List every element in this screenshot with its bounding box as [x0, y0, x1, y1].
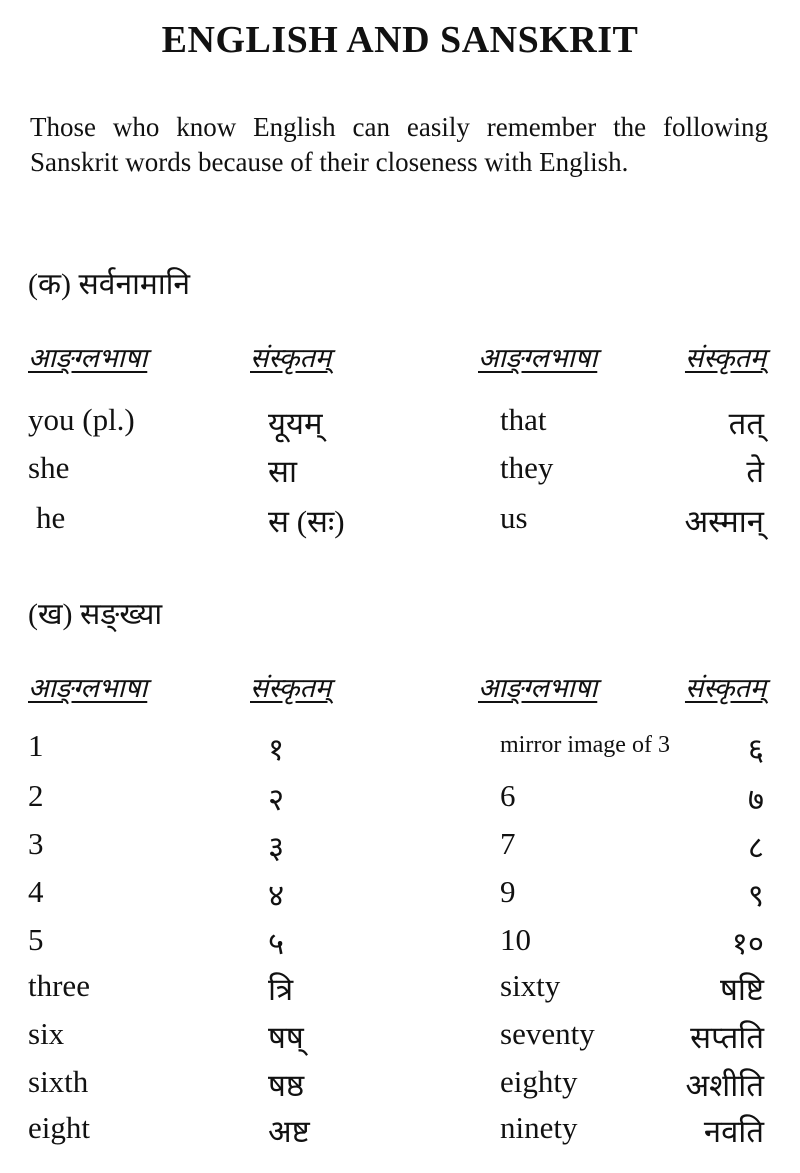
sanskrit-word: ७ — [747, 782, 764, 817]
english-word: sixty — [500, 968, 561, 1003]
table-row — [0, 1110, 800, 1158]
english-word: they — [500, 450, 554, 485]
table-row — [0, 826, 800, 874]
sanskrit-word: अशीति — [685, 1068, 764, 1103]
sanskrit-word: सा — [268, 454, 297, 489]
table-row — [0, 728, 800, 776]
english-word: 3 — [28, 826, 44, 861]
sanskrit-word: ८ — [747, 830, 764, 865]
sanskrit-word: ४ — [268, 878, 285, 913]
sanskrit-word: त्रि — [268, 972, 294, 1007]
section-a-header-english-2: आङ्ग्लभाषा — [478, 343, 598, 373]
table-row — [0, 1016, 800, 1064]
table-row — [0, 874, 800, 922]
section-b-header-english-1: आङ्ग्लभाषा — [28, 673, 148, 703]
sanskrit-word: ते — [746, 454, 764, 489]
sanskrit-word: षष् — [268, 1020, 304, 1055]
table-row — [0, 402, 800, 450]
page-title: ENGLISH AND SANSKRIT — [161, 19, 639, 61]
section-a-header-english-1: आङ्ग्लभाषा — [28, 343, 148, 373]
section-b-header-sanskrit-1: संस्कृतम् — [250, 673, 332, 703]
section-a-heading: (क) सर्वनामानि — [28, 268, 191, 301]
english-word: ninety — [500, 1110, 578, 1145]
english-word: eighty — [500, 1064, 578, 1099]
english-word: 9 — [500, 874, 516, 909]
english-word: six — [28, 1016, 65, 1051]
english-word: 4 — [28, 874, 44, 909]
table-row — [0, 450, 800, 498]
section-b-heading: (ख) सङ्ख्या — [28, 598, 163, 631]
english-word: 2 — [28, 778, 44, 813]
sanskrit-word: अष्ट — [268, 1114, 310, 1149]
table-row — [0, 500, 800, 548]
english-word: seventy — [500, 1016, 595, 1051]
sanskrit-word: सप्तति — [690, 1020, 764, 1055]
english-word: 1 — [28, 728, 44, 763]
english-word: eight — [28, 1110, 90, 1145]
sanskrit-word: २ — [268, 782, 285, 817]
section-a-header-sanskrit-2: संस्कृतम् — [684, 343, 766, 373]
sanskrit-word: तत् — [728, 406, 764, 441]
intro-paragraph: Those who know English can easily remember the following Sanskrit words because of their closeness with English. — [30, 112, 768, 177]
section-b-header-english-2: आङ्ग्लभाषा — [478, 673, 598, 703]
english-word: 10 — [500, 922, 531, 957]
sanskrit-word: १० — [731, 926, 764, 961]
sanskrit-word: यूयम् — [268, 406, 323, 441]
sanskrit-word: ६ — [747, 732, 764, 767]
english-word: he — [36, 500, 66, 535]
english-word: three — [28, 968, 90, 1003]
english-word: you (pl.) — [28, 402, 135, 437]
table-row — [0, 922, 800, 970]
section-b-header-sanskrit-2: संस्कृतम् — [684, 673, 766, 703]
table-row — [0, 968, 800, 1016]
sanskrit-word: ९ — [747, 878, 764, 913]
sanskrit-word: ३ — [268, 830, 285, 865]
section-a-header-sanskrit-1: संस्कृतम् — [250, 343, 332, 373]
sanskrit-word: षष्ठ — [268, 1068, 305, 1103]
english-word: mirror image of 3 — [500, 732, 670, 758]
sanskrit-word: १ — [268, 732, 285, 767]
table-row — [0, 778, 800, 826]
english-word: sixth — [28, 1064, 89, 1099]
english-word: that — [500, 402, 547, 437]
sanskrit-word: ५ — [268, 926, 285, 961]
english-word: 6 — [500, 778, 516, 813]
sanskrit-word: अस्मान् — [684, 504, 764, 539]
sanskrit-word: नवति — [703, 1114, 764, 1149]
sanskrit-word: षष्टि — [719, 972, 764, 1007]
english-word: 5 — [28, 922, 44, 957]
table-row — [0, 1064, 800, 1112]
english-word: us — [500, 500, 528, 535]
english-word: she — [28, 450, 70, 485]
english-word: 7 — [500, 826, 516, 861]
sanskrit-word: स (सः) — [268, 504, 345, 539]
